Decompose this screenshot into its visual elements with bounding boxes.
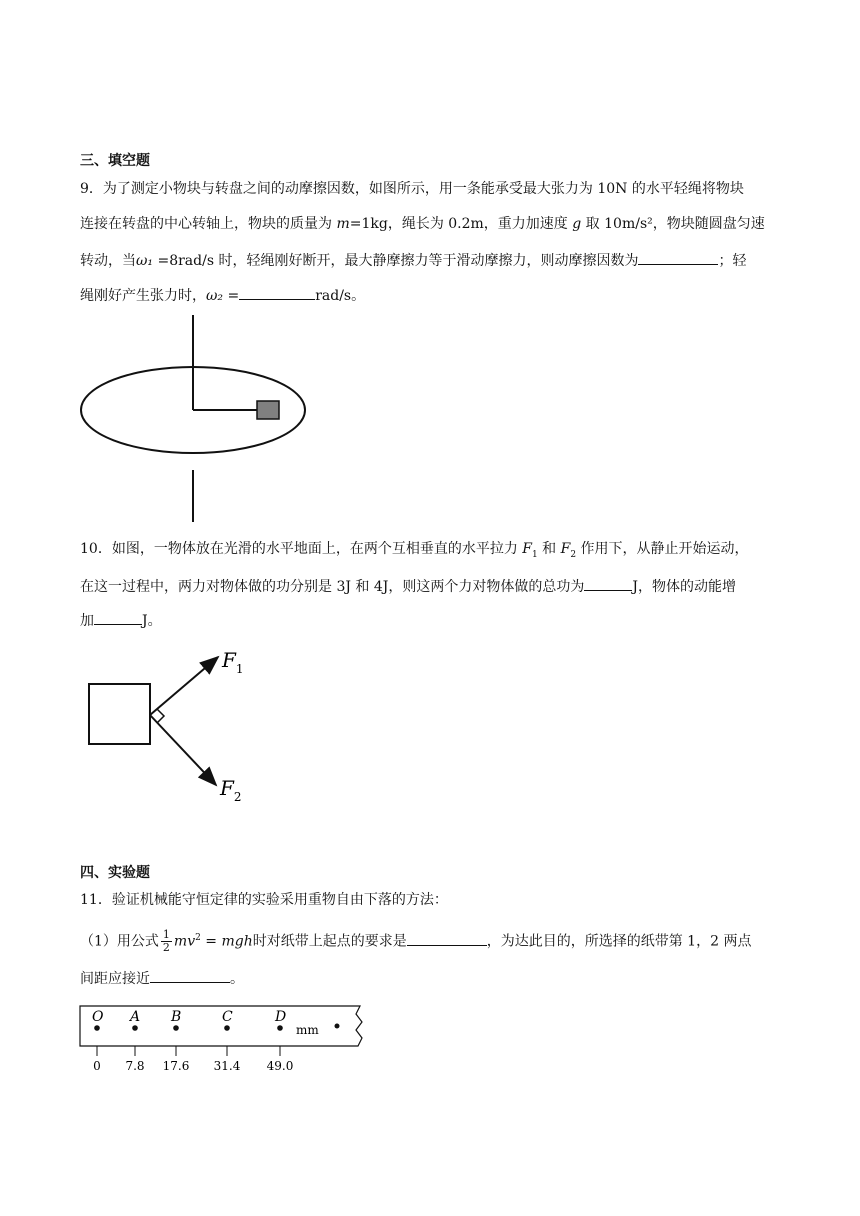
label-f1: $F_1$ — [222, 648, 244, 676]
fraction-one-half: $\frac{1}{2}$ — [162, 928, 170, 955]
force-f1-arrow — [150, 657, 218, 715]
paper-tape-figure — [78, 1002, 378, 1082]
tape-point-dot — [173, 1025, 179, 1031]
turntable-figure — [70, 310, 320, 530]
tape-point-value: 0 — [93, 1059, 101, 1073]
tape-point-label: D — [275, 1009, 287, 1025]
q10-line-1: 10．如图，一物体放在光滑的水平地面上，在两个互相垂直的水平拉力 $F_1$ 和 $F_2$ 作用下，从静止开始运动， — [80, 541, 749, 560]
tape-point-dot — [277, 1025, 283, 1031]
block — [257, 401, 279, 419]
tape-point-label: C — [222, 1009, 233, 1025]
q10-line-2: 在这一过程中，两力对物体做的功分别是 3J 和 4J，则这两个力对物体做的总功为 J，物体的动能增 — [80, 574, 782, 597]
tape-dot-extra — [335, 1024, 340, 1029]
tape-point-value: 17.6 — [162, 1059, 190, 1073]
forces-figure — [80, 645, 260, 810]
label-f2: $F_2$ — [220, 776, 242, 804]
tape-point-value: 7.8 — [125, 1059, 145, 1073]
q9-line-1: 9．为了测定小物块与转盘之间的动摩擦因数，如图所示，用一条能承受最大张力为 10N 的水平轻绳将物块 — [80, 181, 744, 197]
right-angle-mark — [157, 709, 164, 723]
tape-point-dot — [132, 1025, 138, 1031]
q10-line-3: 加 J。 — [80, 608, 782, 631]
q11-line-3: 间距应接近 。 — [80, 966, 782, 989]
answer-blank-total-work[interactable] — [584, 574, 632, 591]
section-title-fill-blank: 三、填空题 — [80, 153, 150, 169]
tape-point-dot — [224, 1025, 230, 1031]
answer-blank-kinetic-energy[interactable] — [94, 608, 142, 625]
tape-point-dot — [94, 1025, 100, 1031]
q11-line-2: （1）用公式 $\frac{1}{2}$ $mv^2$ = mgh时对纸带上起点的要求是 ，为达此目的，所选择的纸带第 1，2 两点 — [80, 928, 752, 955]
object-box — [89, 684, 150, 744]
tape-point-value: 49.0 — [266, 1059, 294, 1073]
tape-point-label: A — [130, 1009, 141, 1025]
answer-blank-omega2[interactable] — [239, 283, 315, 300]
answer-blank-start-point-requirement[interactable] — [407, 929, 487, 946]
tape-outline — [80, 1006, 362, 1046]
q11-line-1: 11．验证机械能守恒定律的实验采用重物自由下落的方法： — [80, 892, 448, 908]
tape-point-value: 31.4 — [213, 1059, 241, 1073]
section-title-experiment: 四、实验题 — [80, 865, 150, 881]
tape-points — [92, 1009, 293, 1073]
tape-point-label: B — [171, 1009, 182, 1025]
answer-blank-point-spacing[interactable] — [150, 966, 230, 983]
q9-line-2: 连接在转盘的中心转轴上，物块的质量为 m=1kg，绳长为 0.2m，重力加速度 g 取 10m/s²，物块随圆盘匀速 — [80, 216, 765, 232]
force-f2-arrow — [150, 715, 216, 785]
q9-line-3: 转动，当ω₁ =8rad/s 时，轻绳刚好断开，最大静摩擦力等于滑动摩擦力，则动摩擦因数为 ；轻 — [80, 248, 782, 271]
answer-blank-friction-coefficient[interactable] — [638, 248, 718, 265]
tape-point-label: O — [92, 1009, 104, 1025]
tape-unit: mm — [296, 1023, 319, 1037]
q9-line-4: 绳刚好产生张力时，ω₂ = rad/s。 — [80, 283, 782, 306]
